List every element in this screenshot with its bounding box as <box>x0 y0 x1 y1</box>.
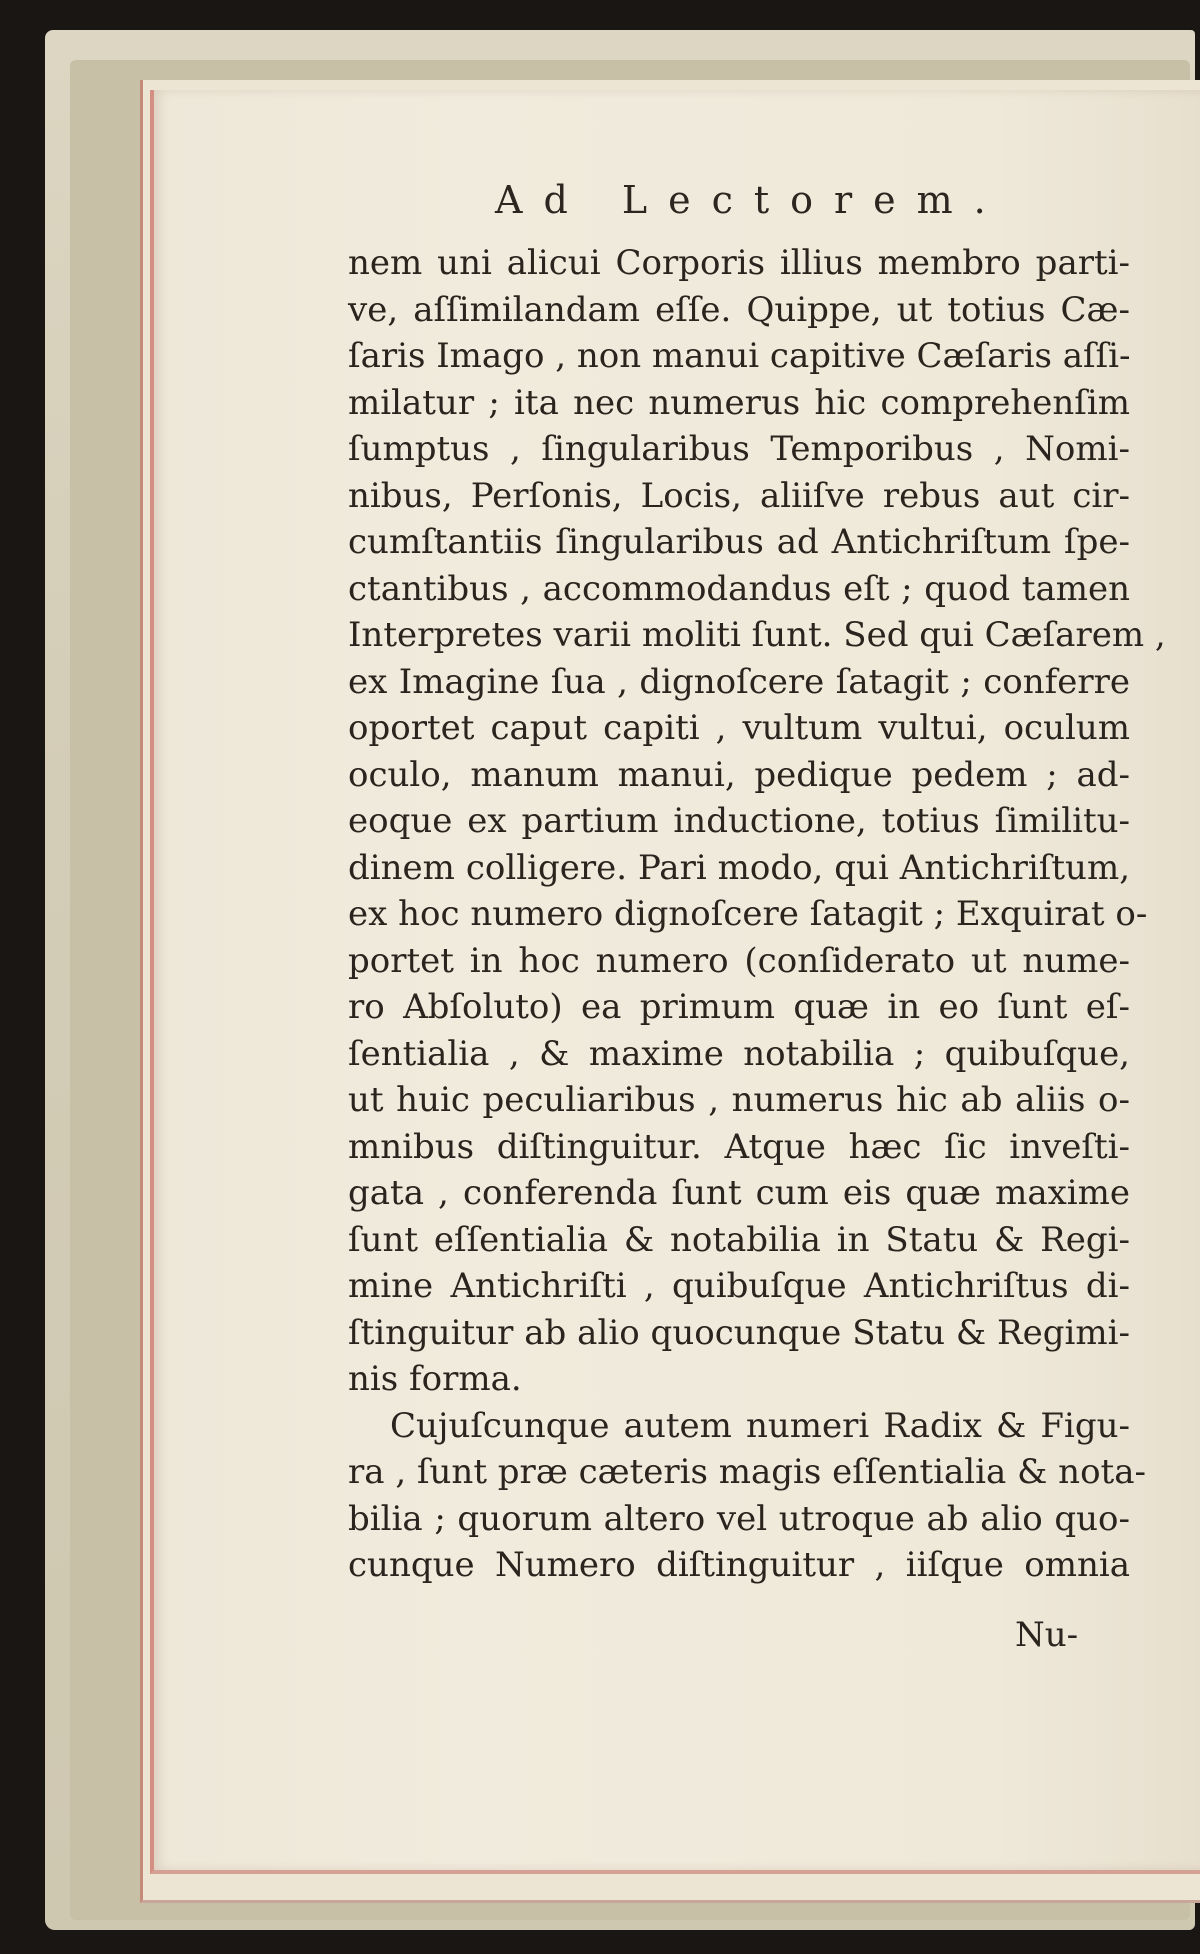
text-line: ve, aſſimilandam eſſe. Quippe, ut totius Cæ- <box>348 289 1130 330</box>
text-line: ctantibus , accommodandus eſt ; quod tamen <box>348 568 1130 609</box>
body-text <box>348 240 1166 1589</box>
text-line: ex Imagine ſua , dignoſcere ſatagit ; conferre <box>348 661 1130 702</box>
text-line: Cujuſcunque autem numeri Radix & Figu- <box>390 1405 1130 1446</box>
text-line: ſumptus , ſingularibus Temporibus , Nomi- <box>348 429 1130 469</box>
text-line: ſentialia , & maxime notabilia ; quibuſque, <box>348 1033 1130 1074</box>
text-line: eoque ex partium inductione, totius ſimilitu- <box>348 801 1130 841</box>
text-line: ex hoc numero dignoſcere ſatagit ; Exquirat o- <box>348 894 1148 934</box>
text-line: ut huic peculiaribus , numerus hic ab aliis o- <box>348 1080 1130 1120</box>
text-line: mnibus diſtinguitur. Atque hæc ſic inveſti- <box>348 1126 1130 1167</box>
text-line: gata , conferenda ſunt cum eis quæ maxime <box>348 1173 1130 1213</box>
text-line: milatur ; ita nec numerus hic comprehenſim <box>348 382 1130 423</box>
catchword: Nu- <box>1015 1615 1079 1655</box>
running-header: Ad Lectorem. <box>495 178 1007 222</box>
text-line: ſunt eſſentialia & notabilia in Statu & Regi- <box>348 1219 1130 1260</box>
text-line: mine Antichriſti , quibuſque Antichriſtus di- <box>348 1266 1130 1306</box>
text-line: nis forma. <box>348 1359 522 1399</box>
text-line: ſaris Imago , non manui capitive Cæſaris aſſi- <box>348 336 1131 376</box>
text-line: ſtinguitur ab alio quocunque Statu & Regimi- <box>348 1312 1130 1353</box>
text-line: nibus, Perſonis, Locis, aliiſve rebus aut cir- <box>348 475 1130 516</box>
text-line: ro Abſoluto) ea primum quæ in eo ſunt eſ- <box>348 987 1130 1027</box>
text-line: cunque Numero diſtinguitur , iiſque omnia <box>348 1545 1130 1585</box>
text-line: oportet caput capiti , vultum vultui, oculum <box>348 708 1130 748</box>
text-line: Interpretes varii moliti ſunt. Sed qui Cæſarem , <box>348 615 1166 655</box>
text-line: nem uni alicui Corporis illius membro parti- <box>348 243 1130 283</box>
text-line: portet in hoc numero (conſiderato ut nume- <box>348 940 1130 981</box>
text-line: bilia ; quorum altero vel utroque ab alio quo- <box>348 1498 1130 1539</box>
text-line: dinem colligere. Pari modo, qui Antichriſtum, <box>348 847 1130 888</box>
text-line: cumſtantiis ſingularibus ad Antichriſtum ſpe- <box>348 522 1130 562</box>
text-line: ra , ſunt præ cæteris magis eſſentialia & nota- <box>348 1452 1146 1492</box>
text-line: oculo, manum manui, pedique pedem ; ad- <box>348 754 1130 795</box>
